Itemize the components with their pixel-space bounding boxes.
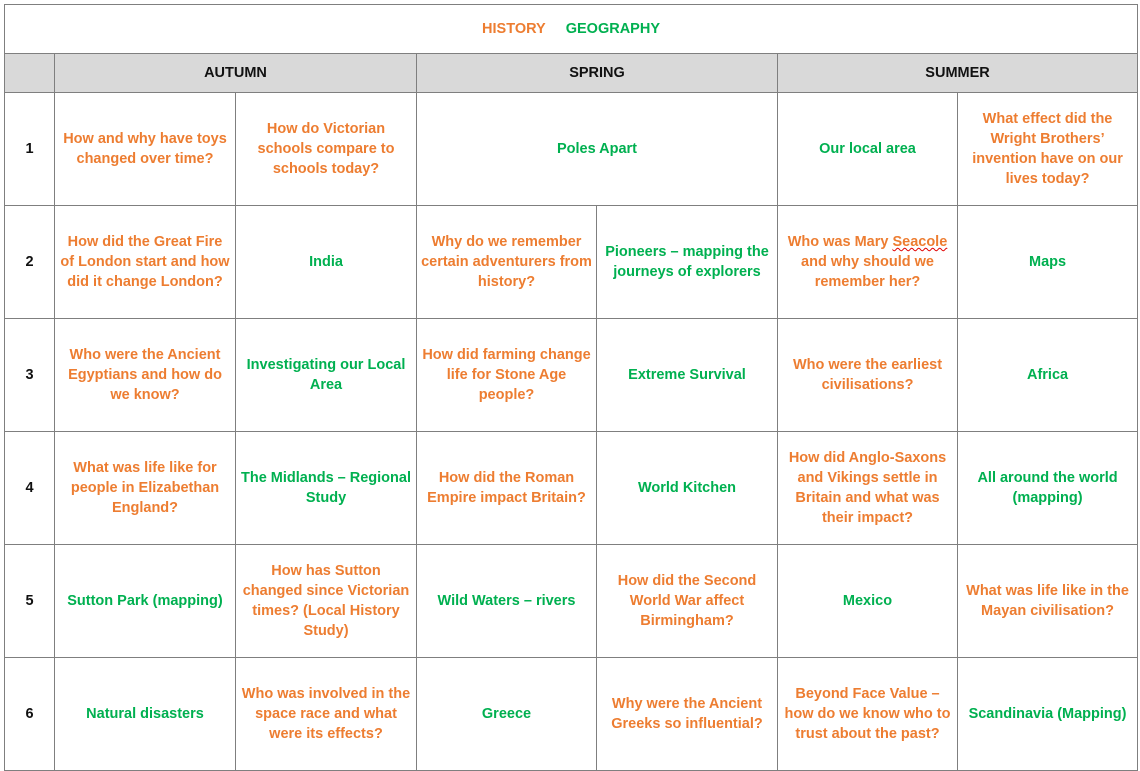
year-row-1 <box>5 93 1138 206</box>
topic-cell: Natural disasters <box>55 658 236 771</box>
year-row-6 <box>5 658 1138 771</box>
topic-cell: Who were the earliest civilisations? <box>778 319 958 432</box>
topic-cell: Poles Apart <box>417 93 778 206</box>
topic-cell: What effect did the Wright Brothers’ invention have on our lives today? <box>958 93 1138 206</box>
legend-history: HISTORY <box>482 21 546 37</box>
topic-cell: Maps <box>958 206 1138 319</box>
topic-cell: Why were the Ancient Greeks so influential? <box>597 658 778 771</box>
topic-text: Who was Mary <box>787 234 889 250</box>
spellcheck-word: Seacole <box>892 234 948 250</box>
year-row-2 <box>5 206 1138 319</box>
topic-cell: How did the Second World War affect Birmingham? <box>597 545 778 658</box>
topic-cell: How has Sutton changed since Victorian times? (Local History Study) <box>236 545 417 658</box>
topic-cell: Extreme Survival <box>597 319 778 432</box>
topic-cell: How did Anglo-Saxons and Vikings settle in Britain and what was their impact? <box>778 432 958 545</box>
year-number: 1 <box>5 93 55 206</box>
topic-cell: Sutton Park (mapping) <box>55 545 236 658</box>
year-row-5 <box>5 545 1138 658</box>
season-header-autumn: AUTUMN <box>55 54 417 93</box>
season-header-summer: SUMMER <box>778 54 1138 93</box>
year-number: 6 <box>5 658 55 771</box>
season-header-spring: SPRING <box>417 54 778 93</box>
topic-cell: Scandinavia (Mapping) <box>958 658 1138 771</box>
topic-cell: Investigating our Local Area <box>236 319 417 432</box>
topic-cell: Mexico <box>778 545 958 658</box>
topic-cell: Beyond Face Value – how do we know who to trust about the past? <box>778 658 958 771</box>
topic-cell: How did the Great Fire of London start and how did it change London? <box>55 206 236 319</box>
year-header-blank <box>5 54 55 93</box>
legend-row <box>5 5 1138 54</box>
topic-cell: Greece <box>417 658 597 771</box>
topic-cell: What was life like in the Mayan civilisation? <box>958 545 1138 658</box>
topic-cell: Who was involved in the space race and what were its effects? <box>236 658 417 771</box>
year-number: 4 <box>5 432 55 545</box>
topic-cell <box>778 206 958 319</box>
topic-cell: World Kitchen <box>597 432 778 545</box>
topic-cell: Pioneers – mapping the journeys of explorers <box>597 206 778 319</box>
year-row-4 <box>5 432 1138 545</box>
topic-cell: How and why have toys changed over time? <box>55 93 236 206</box>
legend-geography: GEOGRAPHY <box>565 21 660 37</box>
topic-cell: Who were the Ancient Egyptians and how do we know? <box>55 319 236 432</box>
topic-cell: Our local area <box>778 93 958 206</box>
topic-cell: Why do we remember certain adventurers from history? <box>417 206 597 319</box>
curriculum-table <box>4 4 1138 771</box>
topic-cell: What was life like for people in Elizabethan England? <box>55 432 236 545</box>
season-header-row <box>5 54 1138 93</box>
topic-cell: How did farming change life for Stone Age people? <box>417 319 597 432</box>
year-row-3 <box>5 319 1138 432</box>
year-number: 2 <box>5 206 55 319</box>
topic-cell: India <box>236 206 417 319</box>
topic-cell: How do Victorian schools compare to schools today? <box>236 93 417 206</box>
topic-cell: Wild Waters – rivers <box>417 545 597 658</box>
year-number: 5 <box>5 545 55 658</box>
topic-text: and why should we remember her? <box>801 254 934 290</box>
topic-cell: Africa <box>958 319 1138 432</box>
topic-cell: The Midlands – Regional Study <box>236 432 417 545</box>
topic-cell: All around the world (mapping) <box>958 432 1138 545</box>
subject-legend <box>5 5 1138 54</box>
year-number: 3 <box>5 319 55 432</box>
topic-cell: How did the Roman Empire impact Britain? <box>417 432 597 545</box>
